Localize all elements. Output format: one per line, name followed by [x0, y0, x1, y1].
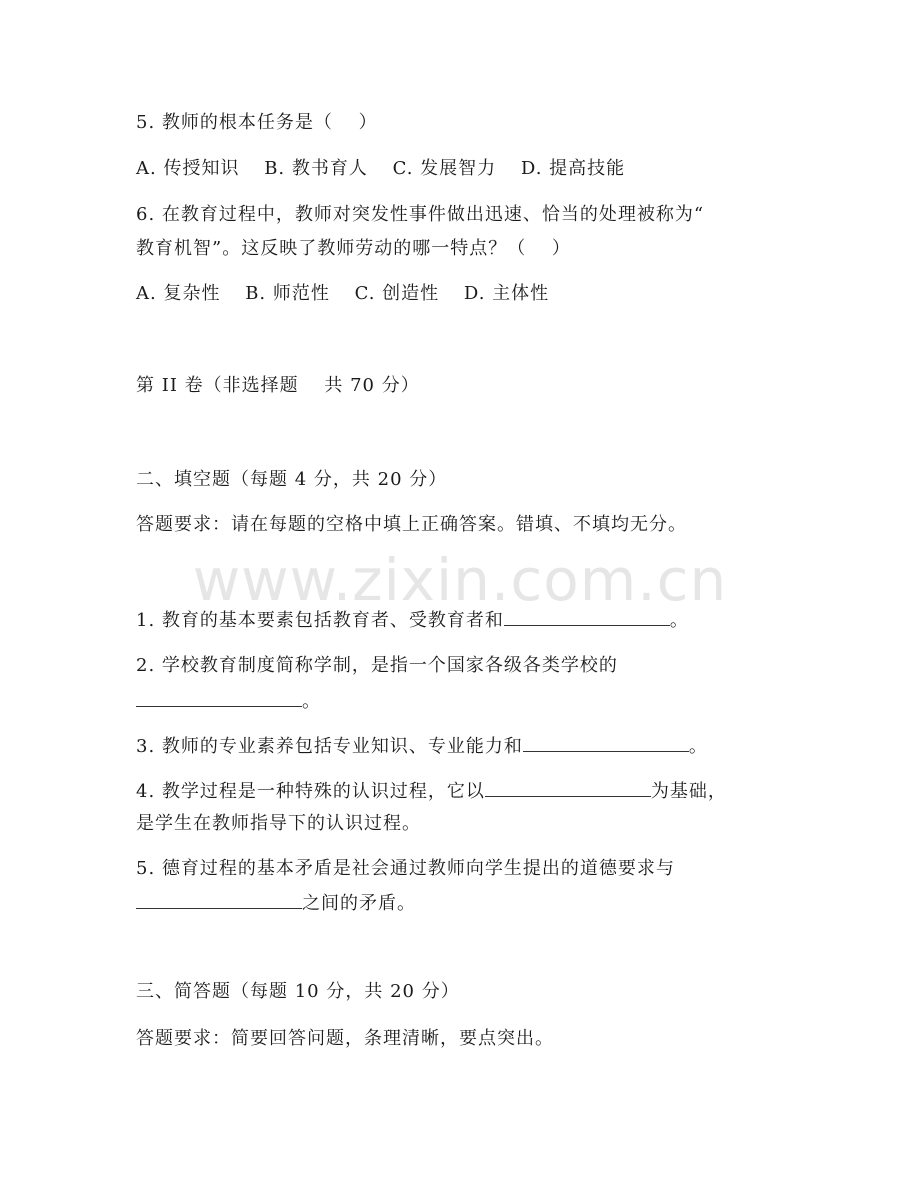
question-5-options — [136, 157, 643, 181]
fill-question-5-line2 — [136, 890, 416, 916]
question-6-stem-line2: 教育机智”。这反映了教师劳动的哪一特点？（ ） — [136, 238, 571, 259]
option-d: D. 提高技能 — [520, 158, 626, 179]
question-text: 1. 教育的基本要素包括教育者、受教育者和 — [136, 610, 504, 631]
question-6-options — [136, 282, 567, 306]
option-b: B. 师范性 — [245, 283, 330, 304]
fill-question-1 — [136, 607, 689, 633]
question-6-stem-line1: 6. 在教育过程中，教师对突发性事件做出迅速、恰当的处理被称为“ — [136, 204, 705, 225]
question-tail: 。 — [302, 691, 321, 712]
option-a: A. 传授知识 — [136, 158, 240, 179]
part-2-title: 第 II 卷（非选择题 共 70 分） — [136, 375, 420, 396]
fill-blank-heading: 二、填空题（每题 4 分，共 20 分） — [136, 469, 448, 490]
fill-question-2-line2 — [136, 688, 321, 714]
short-answer-heading: 三、简答题（每题 10 分，共 20 分） — [136, 981, 460, 1002]
fill-question-5-line1: 5. 德育过程的基本矛盾是社会通过教师向学生提出的道德要求与 — [136, 858, 675, 879]
short-answer-instructions: 答题要求：简要回答问题，条理清晰，要点突出。 — [136, 1028, 554, 1049]
question-tail: 之间的矛盾。 — [302, 893, 416, 914]
question-tail: 为基础， — [650, 781, 727, 802]
option-c: C. 发展智力 — [392, 158, 497, 179]
fill-question-3 — [136, 733, 708, 759]
answer-blank[interactable] — [136, 688, 302, 707]
question-text: 4. 教学过程是一种特殊的认识过程，它以 — [136, 781, 485, 802]
fill-blank-instructions: 答题要求：请在每题的空格中填上正确答案。错填、不填均无分。 — [136, 514, 687, 535]
watermark-text: www.zixin.com.cn — [192, 546, 728, 614]
answer-blank[interactable] — [136, 890, 302, 909]
question-text: 3. 教师的专业素养包括专业知识、专业能力和 — [136, 736, 523, 757]
option-d: D. 主体性 — [463, 283, 550, 304]
question-5-stem: 5. 教师的根本任务是（ ） — [136, 112, 378, 133]
option-c: C. 创造性 — [354, 283, 440, 304]
fill-question-2-line1: 2. 学校教育制度简称学制，是指一个国家各级各类学校的 — [136, 655, 618, 676]
answer-blank[interactable] — [485, 778, 651, 797]
fill-question-4-line1 — [136, 778, 727, 804]
fill-question-4-line2: 是学生在教师指导下的认识过程。 — [136, 813, 421, 834]
answer-blank[interactable] — [504, 607, 670, 626]
answer-blank[interactable] — [523, 733, 689, 752]
question-tail: 。 — [688, 736, 708, 757]
question-tail: 。 — [669, 610, 689, 631]
option-a: A. 复杂性 — [136, 283, 221, 304]
option-b: B. 教书育人 — [264, 158, 368, 179]
